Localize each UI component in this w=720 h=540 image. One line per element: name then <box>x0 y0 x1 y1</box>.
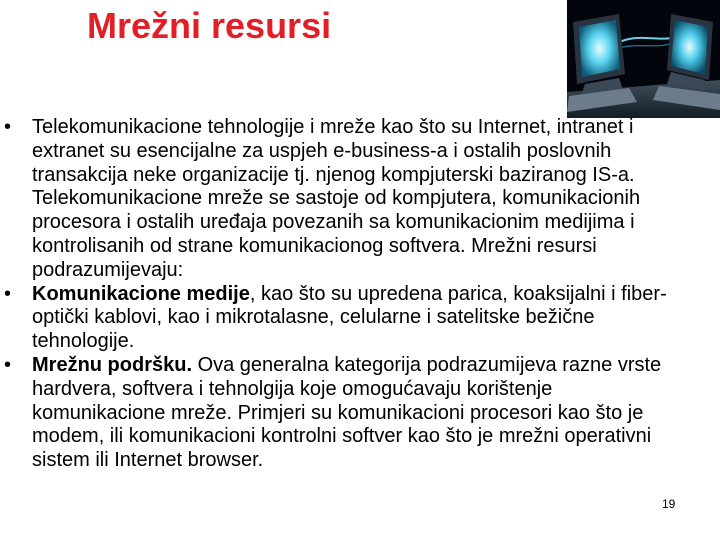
bullet-item <box>0 116 690 283</box>
bullet-item <box>0 354 690 473</box>
bullet-text: Ova generalna kategorija podrazumijeva razne vrste hardvera, softvera i tehnolgija koje omogućavaju korištenje komunikacione mreže. Primjeri su komunikacioni procesori kao što je modem, ili komunikacioni kontrolni softver kao što je mrežni operativni sistem ili Internet browser. <box>32 353 662 472</box>
bullet-marker: • <box>4 353 12 376</box>
networked-computers-icon <box>567 0 720 118</box>
bullet-list <box>0 116 690 473</box>
page-number: 19 <box>662 497 676 511</box>
bullet-marker: • <box>4 116 12 138</box>
slide-title: Mrežni resursi <box>87 5 332 46</box>
bullet-text: Telekomunikacione tehnologije i mreže kao što su Internet, intranet i extranet su esencijalne za uspjeh e-business-a i ostalih poslovnih transakcija neke organizacije tj. njenog kompjuterski baziranog IS-a. Telekomunikacione mreže se sastoje od kompjutera, komunikacionih procesora i ostalih uređaja povezanih sa komunikacionim medijima i kontrolisanih od strane komunikacionog softvera. Mrežni resursi podrazumijevaju: <box>32 116 641 281</box>
bullet-term: Komunikacione medije <box>32 282 250 305</box>
bullet-text: , kao što su upredena parica, koaksijalni i fiber-optički kablovi, kao i mikrotalasne, celularne i satelitske bežične tehnologije. <box>32 282 667 353</box>
networked-computers-image <box>567 0 720 118</box>
bullet-marker: • <box>4 282 12 305</box>
bullet-term: Mrežnu podršku. <box>32 353 193 376</box>
bullet-item <box>0 283 690 354</box>
